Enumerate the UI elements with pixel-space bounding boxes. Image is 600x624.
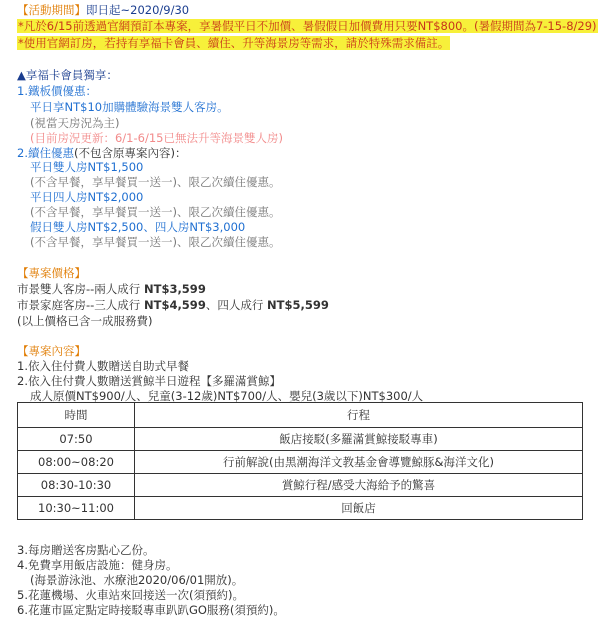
member-heading: ▲享福卡會員獨享： (17, 68, 118, 82)
content-item2-prices: 成人原價NT$900/人、兒童(3-12歲)NT$700/人、嬰兒(3歲以下)NT$300/人 (30, 389, 424, 403)
pricing-line2-text: 市景家庭客房--三人成行 (17, 298, 144, 312)
member-item2-row1-note: (不含早餐，享早餐買一送一)、限乙次續住優惠。 (30, 175, 281, 189)
table-row (18, 428, 583, 451)
pricing-line2-sep: 、四人成行 (205, 298, 267, 312)
member-item2-row2-note: (不含早餐，享早餐買一送一)、限乙次續住優惠。 (30, 205, 281, 219)
member-item2-title-text: 2.續住優惠 (17, 146, 74, 160)
schedule-table (17, 402, 583, 520)
table-row (18, 451, 583, 474)
activity-note-1 (17, 19, 598, 33)
schedule-header-time: 時間 (18, 403, 135, 428)
member-item2-row3-note: (不含早餐，享早餐買一送一)、限乙次續住優惠。 (30, 235, 281, 249)
schedule-header-row (18, 403, 583, 428)
schedule-time: 07:50 (18, 428, 135, 451)
schedule-time: 08:30-10:30 (18, 474, 135, 497)
activity-period (17, 3, 189, 17)
table-row (18, 474, 583, 497)
schedule-time: 10:30~11:00 (18, 497, 135, 520)
pricing-line1-text: 市景雙人客房--兩人成行 (17, 282, 144, 296)
pricing-line2-price2: NT$5,599 (266, 298, 329, 312)
content-item4-note: (海景游泳池、水療池2020/06/01開放)。 (30, 573, 244, 587)
member-item1-line2: (視當天房況為主) (30, 116, 120, 130)
table-row (18, 497, 583, 520)
member-item1-line1: 平日享NT$10加購體驗海景雙人客房。 (30, 100, 229, 114)
member-item1-title: 1.鐵板價優惠： (17, 84, 97, 98)
pricing-line1 (17, 282, 206, 296)
activity-period-value: 即日起~2020/9/30 (86, 3, 190, 17)
schedule-desc: 賞鯨行程/感受大海給予的驚喜 (135, 474, 583, 497)
member-item2-title-note: (不包含原專案內容)： (73, 146, 187, 160)
pricing-line1-price: NT$3,599 (143, 282, 206, 296)
member-item2-row1-price: 平日雙人房NT$1,500 (30, 160, 144, 174)
content-heading: 【專案內容】 (17, 344, 86, 358)
content-item2: 2.依入住付費人數贈送賞鯨半日遊程【多羅滿賞鯨】 (17, 374, 281, 388)
content-item3: 3.每房贈送客房點心乙份。 (17, 543, 155, 557)
schedule-desc: 回飯店 (135, 497, 583, 520)
content-item5: 5.花蓮機場、火車站來回接送一次(須預約)。 (17, 588, 244, 602)
member-item1-line3: (目前房況更新：6/1-6/15已無法升等海景雙人房) (30, 131, 283, 145)
content-item6: 6.花蓮市區定點定時接駁專車趴趴GO服務(須預約)。 (17, 603, 285, 617)
schedule-desc: 行前解說(由黑潮海洋文教基金會導覽鯨豚&海洋文化) (135, 451, 583, 474)
member-item2-row2-price: 平日四人房NT$2,000 (30, 190, 144, 204)
member-item2-title (17, 146, 186, 160)
content-item1: 1.依入住付費人數贈送自助式早餐 (17, 359, 189, 373)
pricing-line3: (以上價格已含一成服務費) (17, 314, 153, 328)
activity-note-2-text: *使用官網訂房，若持有享福卡會員、續住、升等海景房等需求，請於特殊需求備註。 (18, 36, 450, 50)
member-item2-row3-price: 假日雙人房NT$2,500、四人房NT$3,000 (30, 220, 246, 234)
content-item4: 4.免費享用飯店設施：健身房。 (17, 558, 178, 572)
pricing-heading: 【專案價格】 (17, 266, 86, 280)
schedule-desc: 飯店接駁(多羅滿賞鯨接駁專車) (135, 428, 583, 451)
pricing-line2-price1: NT$4,599 (143, 298, 206, 312)
schedule-time: 08:00~08:20 (18, 451, 135, 474)
schedule-header-itinerary: 行程 (135, 403, 583, 428)
activity-note-1-text: *凡於6/15前透過官網預訂本專案，享暑假平日不加價、暑假假日加價費用只要NT$800。(暑假期間為7-15-8/29) (18, 19, 597, 33)
activity-note-2 (17, 36, 450, 50)
activity-period-label: 【活動期間】 (17, 3, 86, 17)
pricing-line2 (17, 298, 329, 312)
